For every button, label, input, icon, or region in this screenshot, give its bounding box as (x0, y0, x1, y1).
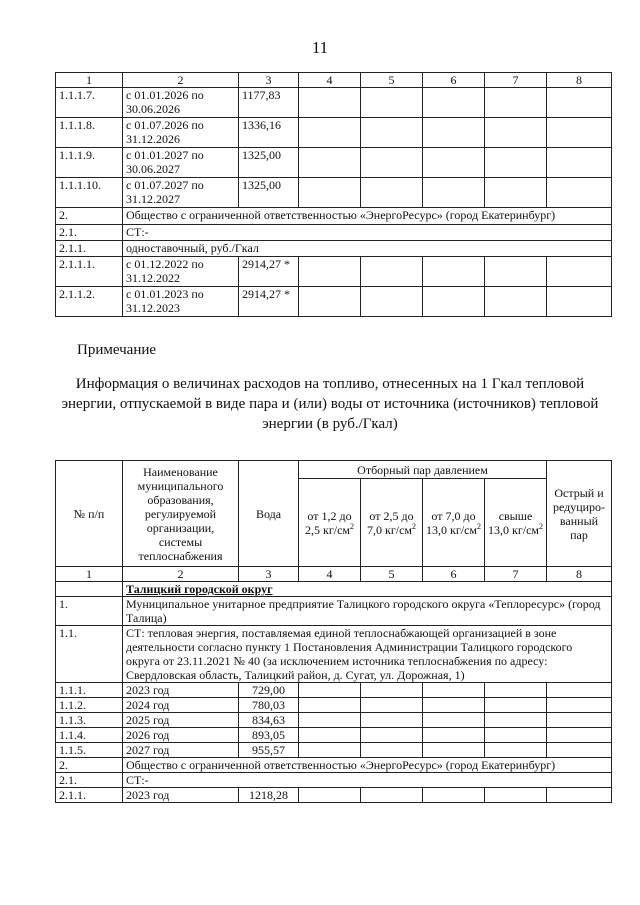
info-title: Информация о величинах расходов на топливо, отнесенных на 1 Гкал тепловой энергии, отпускаемой в виде пара и (или) воды от источника (источников) тепловой энергии (в руб./Гкал) (61, 376, 599, 432)
period-cell (123, 118, 239, 148)
value-cell: 1177,83 (239, 88, 299, 118)
row-number: 1.1. (56, 626, 123, 683)
column-number-row (56, 567, 612, 582)
table-row (56, 287, 612, 317)
period-cell (123, 148, 239, 178)
row-number: 2.1.1. (56, 241, 123, 257)
period-start: с 01.01.2023 по (126, 287, 204, 301)
period-end: 31.12.2023 (126, 301, 180, 315)
org-name: Общество с ограниченной ответственностью «ЭнергоРесурс» (город Екатеринбург) (123, 208, 612, 225)
col-number: 7 (485, 73, 547, 88)
year-cell: 2024 год (123, 698, 239, 713)
col-number: 3 (239, 73, 299, 88)
rate-type: одноставочный, руб./Гкал (123, 241, 612, 257)
row-number: 1.1.1.9. (56, 148, 123, 178)
header-num: № п/п (56, 461, 123, 567)
year-cell: 2026 год (123, 728, 239, 743)
note-heading: Примечание (77, 342, 157, 358)
period-end: 30.06.2027 (126, 162, 180, 176)
row-number: 2.1. (56, 773, 123, 788)
value-cell: 780,03 (239, 698, 299, 713)
col-number: 3 (239, 567, 299, 582)
period-cell (123, 257, 239, 287)
org-row (56, 597, 612, 626)
year-cell: 2027 год (123, 743, 239, 758)
superscript: 2 (477, 521, 482, 531)
ct-row (56, 773, 612, 788)
org-row (56, 208, 612, 225)
row-number: 1.1.5. (56, 743, 123, 758)
fuel-cost-table (55, 460, 612, 803)
value-cell: 893,05 (239, 728, 299, 743)
superscript: 2 (350, 521, 354, 531)
table-row (56, 148, 612, 178)
value-cell: 955,57 (239, 743, 299, 758)
value-cell: 1336,16 (239, 118, 299, 148)
period-cell (123, 178, 239, 208)
table-row (56, 257, 612, 287)
district-row (56, 582, 612, 597)
col-number: 2 (123, 73, 239, 88)
col-number: 5 (361, 73, 423, 88)
row-number: 1.1.1.7. (56, 88, 123, 118)
col-number: 4 (299, 73, 361, 88)
row-number: 2.1.1.1. (56, 257, 123, 287)
row-number: 1. (56, 597, 123, 626)
row-number: 1.1.1.8. (56, 118, 123, 148)
column-number-row (56, 73, 612, 88)
header-pressure-1: от 1,2 до 2,5 $кг/см^2$ (299, 479, 361, 567)
table-row (56, 88, 612, 118)
col-number: 1 (56, 73, 123, 88)
row-number: 1.1.3. (56, 713, 123, 728)
ct-text: СТ:- (123, 773, 612, 788)
col-number: 1 (56, 567, 123, 582)
period-end: 31.12.2027 (126, 192, 180, 206)
tariff-table (55, 72, 612, 317)
table-row (56, 683, 612, 698)
superscript: 2 (412, 521, 416, 531)
header-steam-group: Отборный пар давлением (299, 461, 547, 479)
header-pressure-3: от 7,0 до 13,0 $кг/см^2$ (423, 479, 485, 567)
value-cell: 1218,28 (239, 788, 299, 803)
header-row (56, 461, 612, 479)
ct-text: СТ:- (123, 225, 612, 241)
header-pressure-4: свыше 13,0 $кг/см^2$ (485, 479, 547, 567)
row-number: 1.1.1. (56, 683, 123, 698)
table-row (56, 178, 612, 208)
row-number: 1.1.1.10. (56, 178, 123, 208)
col-number: 7 (485, 567, 547, 582)
value-cell: 1325,00 (239, 148, 299, 178)
period-end: 31.12.2026 (126, 132, 180, 146)
district-name: Талицкий городской округ (123, 582, 612, 597)
value-cell: 2914,27 * (239, 257, 299, 287)
period-end: 30.06.2026 (126, 102, 180, 116)
period-start: с 01.01.2027 по (126, 148, 204, 162)
period-cell (123, 88, 239, 118)
period-start: с 01.07.2027 по (126, 178, 204, 192)
table-row (56, 118, 612, 148)
header-sharp-steam: Острый и редуциро-ванный пар (547, 461, 612, 567)
year-cell: 2023 год (123, 788, 239, 803)
org-name: Общество с ограниченной ответственностью «ЭнергоРесурс» (город Екатеринбург) (123, 758, 612, 773)
table-row (56, 698, 612, 713)
header-water: Вода (239, 461, 299, 567)
period-start: с 01.01.2026 по (126, 88, 204, 102)
year-cell: 2025 год (123, 713, 239, 728)
row-number: 2.1.1. (56, 788, 123, 803)
period-start: с 01.07.2026 по (126, 118, 204, 132)
col-number: 5 (361, 567, 423, 582)
rate-row (56, 241, 612, 257)
header-name: Наименование муниципального образования, регулируемой организации, системы теплоснабжения (123, 461, 239, 567)
value-cell: 1325,00 (239, 178, 299, 208)
header-pressure-2: от 2,5 до 7,0 $кг/см^2$ (361, 479, 423, 567)
row-number: 2. (56, 758, 123, 773)
value-cell: 729,00 (239, 683, 299, 698)
col-number: 8 (547, 567, 612, 582)
value-cell: 834,63 (239, 713, 299, 728)
col-number: 8 (547, 73, 612, 88)
period-cell (123, 287, 239, 317)
row-number: 2.1.1.2. (56, 287, 123, 317)
row-number: 1.1.4. (56, 728, 123, 743)
period-start: с 01.12.2022 по (126, 257, 204, 271)
ct-text: СТ: тепловая энергия, поставляемая единой теплоснабжающей организацией в зоне деятельности согласно пункту 1 Постановления Администрации Талицкого городского округа от 23.11.2021 № 40 (за исключением источника теплоснабжения по адресу: Свердловская область, Талицкий район, д. Сугат, ул. Дорожная, 1) (123, 626, 612, 683)
col-number: 4 (299, 567, 361, 582)
col-number: 6 (423, 73, 485, 88)
row-number: 2. (56, 208, 123, 225)
period-end: 31.12.2022 (126, 271, 180, 285)
page-number: 11 (311, 38, 329, 57)
row-number: 1.1.2. (56, 698, 123, 713)
value-cell: 2914,27 * (239, 287, 299, 317)
org-row (56, 758, 612, 773)
col-number: 2 (123, 567, 239, 582)
row-number: 2.1. (56, 225, 123, 241)
table-row (56, 728, 612, 743)
table-row (56, 713, 612, 728)
ct-row (56, 225, 612, 241)
col-number: 6 (423, 567, 485, 582)
year-cell: 2023 год (123, 683, 239, 698)
ct-row (56, 626, 612, 683)
superscript: 2 (539, 521, 544, 531)
table-row (56, 743, 612, 758)
org-name: Муниципальное унитарное предприятие Талицкого городского округа «Теплоресурс» (город Талица) (123, 597, 612, 626)
table-row (56, 788, 612, 803)
